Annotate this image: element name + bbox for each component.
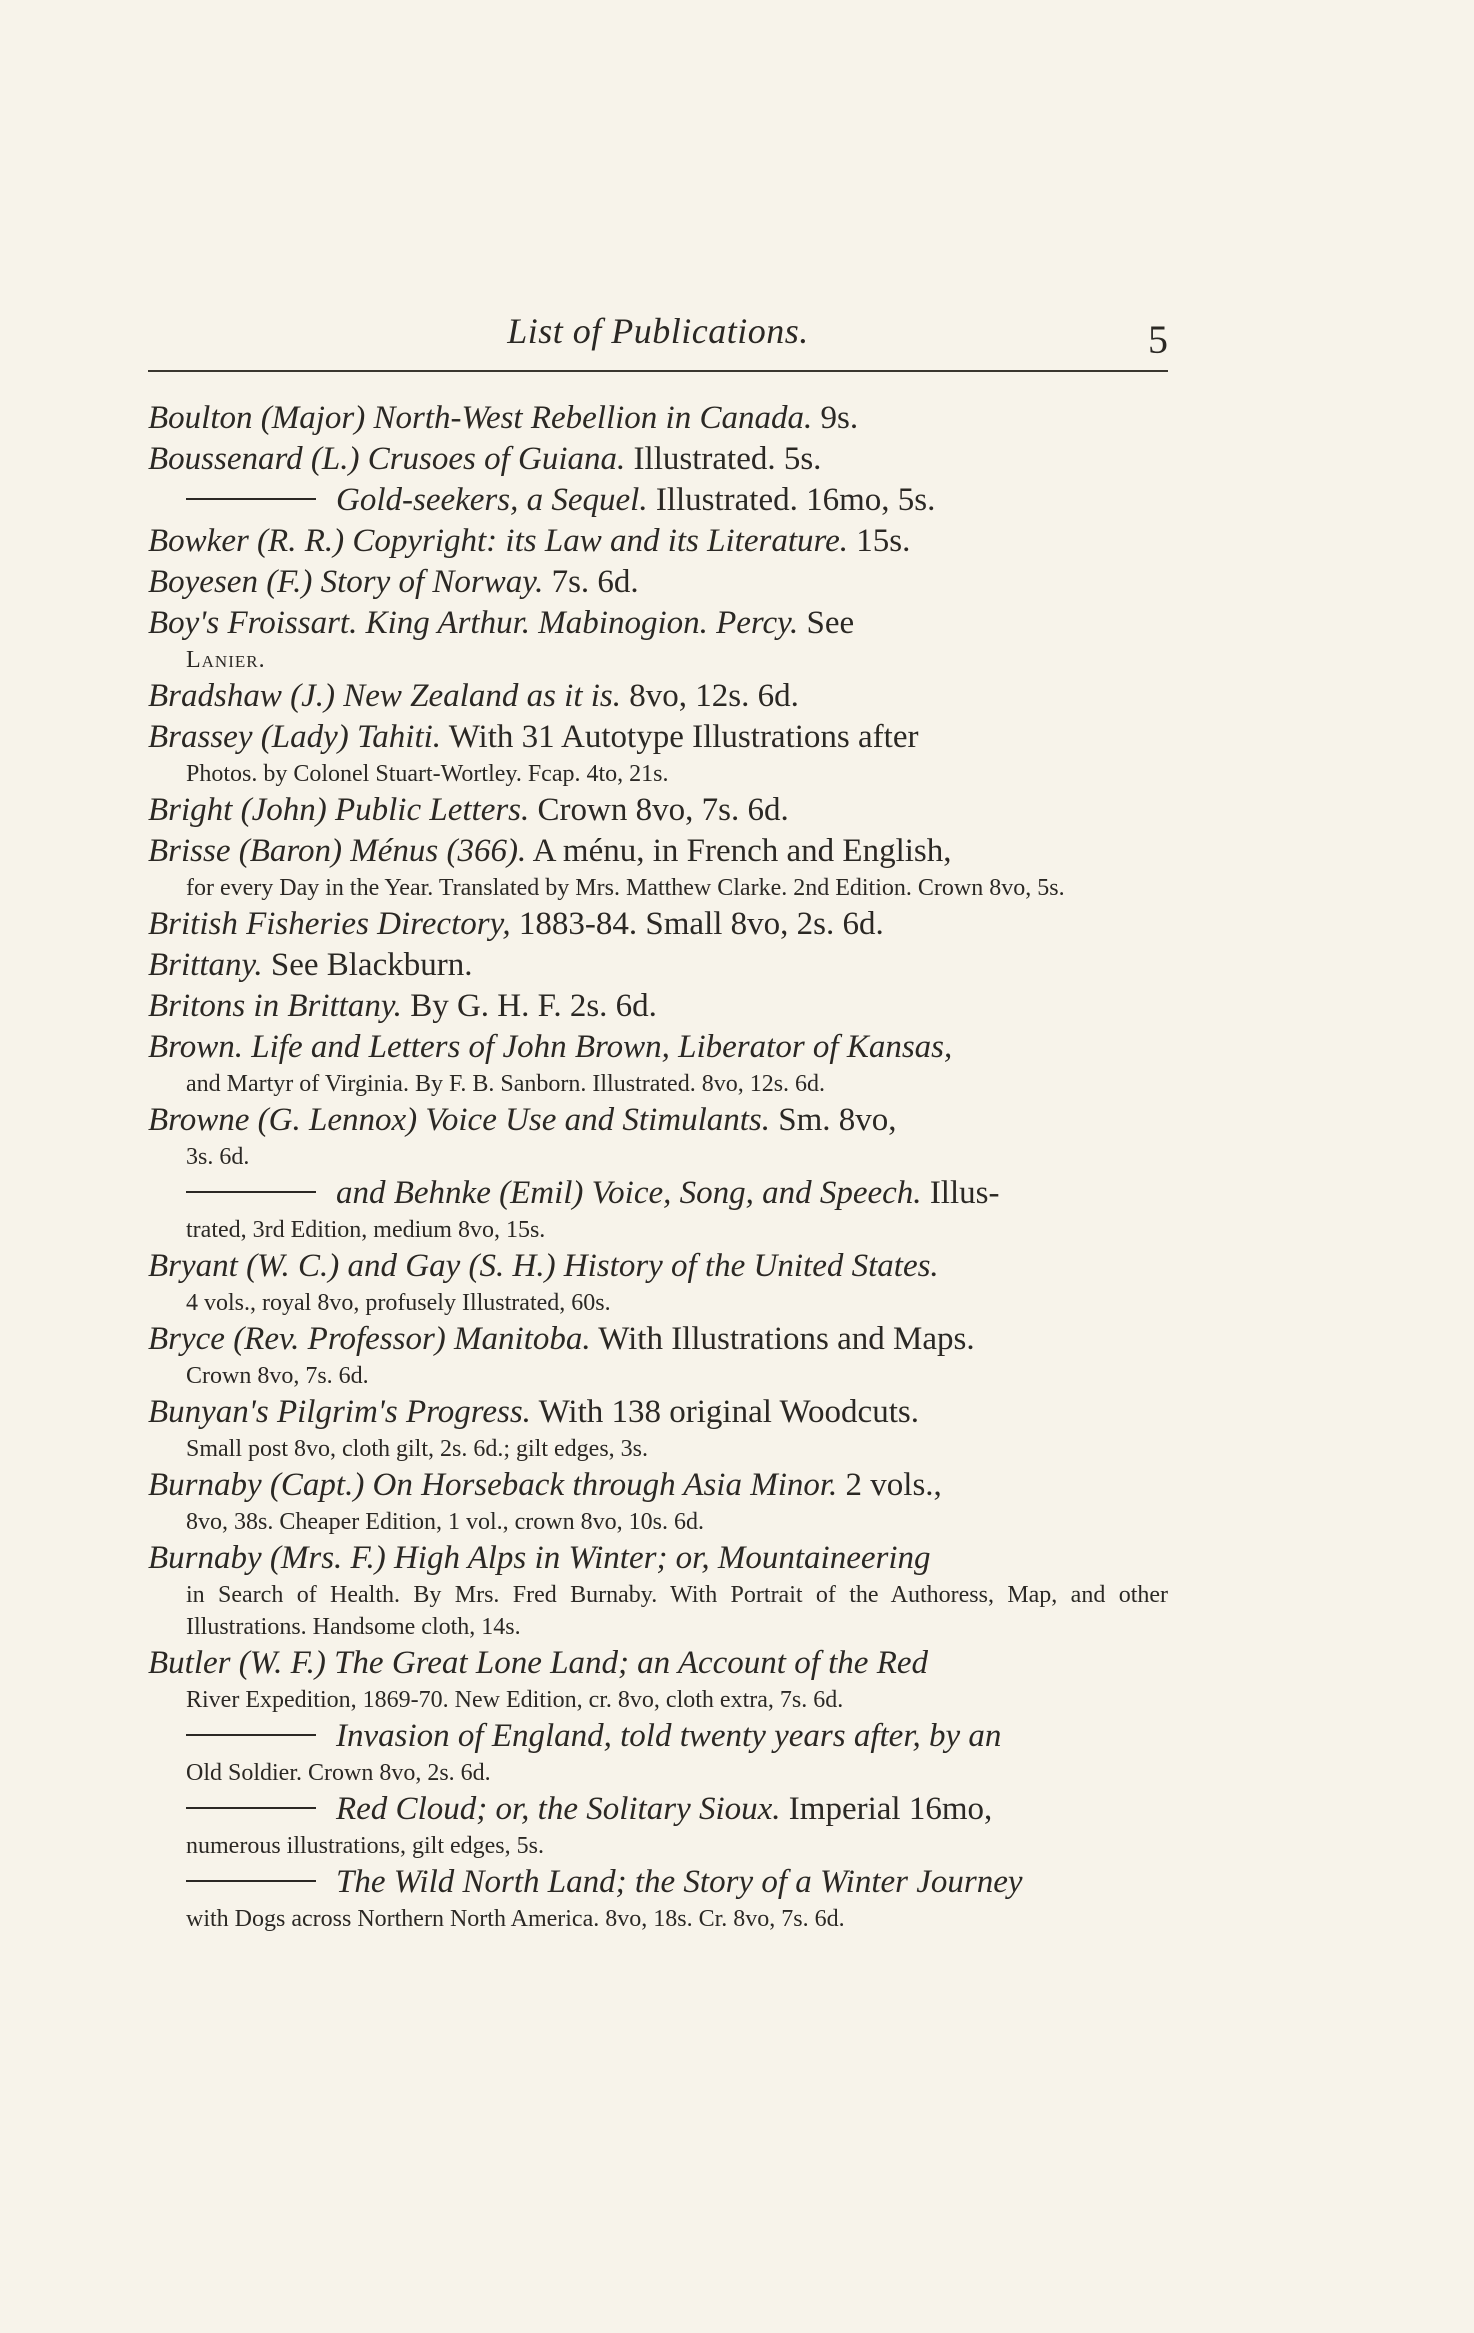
entry-details: A ménu, in French and English,	[532, 833, 952, 869]
entry-title: Brassey (Lady) Tahiti.	[148, 719, 442, 755]
entry-price: 7s. 6d.	[551, 564, 639, 600]
list-item	[148, 1027, 1168, 1100]
list-item	[148, 1716, 1168, 1789]
list-item	[148, 1246, 1168, 1319]
entry-title: Boy's Froissart. King Arthur. Mabinogion. Percy.	[148, 605, 799, 641]
entry-subline: for every Day in the Year. Translated by Mrs. Matthew Clarke. 2nd Edition. Crown 8vo, 5s.	[186, 875, 1065, 901]
entry-title: Brisse (Baron) Ménus (366).	[148, 833, 527, 869]
entry-details: 2 vols.,	[845, 1467, 942, 1503]
entry-title: Bowker (R. R.) Copyright: its Law and its Literature.	[148, 523, 849, 559]
entry-details: 1883-84. Small 8vo, 2s. 6d.	[518, 906, 884, 942]
list-item	[148, 676, 1168, 717]
list-item	[148, 439, 1168, 480]
list-item	[148, 831, 1168, 904]
entry-subline: Small post 8vo, cloth gilt, 2s. 6d.; gilt edges, 3s.	[186, 1436, 648, 1462]
entry-title: Invasion of England, told twenty years after, by an	[336, 1718, 1002, 1754]
entry-title: Burnaby (Mrs. F.) High Alps in Winter; or, Mountaineering	[148, 1540, 931, 1576]
entry-subline: 4 vols., royal 8vo, profusely Illustrated, 60s.	[186, 1290, 611, 1316]
entry-subline: in Search of Health. By Mrs. Fred Burnaby. With Portrait of the Authoress, Map, and other Illustrations. Handsome cloth, 14s.	[186, 1582, 1168, 1640]
page-number: 5	[1148, 317, 1168, 362]
entry-title: Boussenard (L.) Crusoes of Guiana.	[148, 441, 626, 477]
entry-title: British Fisheries Directory,	[148, 906, 511, 942]
entry-title: Red Cloud; or, the Solitary Sioux.	[336, 1791, 781, 1827]
entry-title: Boyesen (F.) Story of Norway.	[148, 564, 544, 600]
list-item	[148, 904, 1168, 945]
entry-title: Brown. Life and Letters of John Brown, Liberator of Kansas,	[148, 1029, 953, 1065]
list-item	[148, 1319, 1168, 1392]
entry-details: Illustrated. 5s.	[633, 441, 822, 477]
publication-list	[148, 398, 1168, 1935]
list-item	[148, 1173, 1168, 1246]
entry-details: By G. H. F. 2s. 6d.	[410, 988, 657, 1024]
list-item	[148, 603, 1168, 676]
list-item	[148, 1465, 1168, 1538]
entry-subline: trated, 3rd Edition, medium 8vo, 15s.	[186, 1217, 546, 1243]
entry-price: 15s.	[856, 523, 911, 559]
list-item	[148, 1100, 1168, 1173]
entry-subline: Lanier.	[186, 647, 266, 673]
entry-details: Illustrated. 16mo, 5s.	[655, 482, 936, 518]
entry-details: See Blackburn.	[270, 947, 473, 983]
entry-details: See	[806, 605, 855, 641]
list-item	[148, 480, 1168, 521]
entry-details: With 31 Autotype Illustrations after	[448, 719, 919, 755]
page-title: List of Publications.	[507, 311, 809, 351]
list-item	[148, 398, 1168, 439]
entry-details: Sm. 8vo,	[778, 1102, 897, 1138]
entry-title: Bunyan's Pilgrim's Progress.	[148, 1394, 531, 1430]
entry-title: Bright (John) Public Letters.	[148, 792, 530, 828]
entry-title: Burnaby (Capt.) On Horseback through Asia Minor.	[148, 1467, 838, 1503]
header-rule	[148, 370, 1168, 372]
list-item	[148, 945, 1168, 986]
entry-title: Bryce (Rev. Professor) Manitoba.	[148, 1321, 591, 1357]
entry-title: Bradshaw (J.) New Zealand as it is.	[148, 678, 622, 714]
list-item	[148, 790, 1168, 831]
entry-subline: Old Soldier. Crown 8vo, 2s. 6d.	[186, 1760, 491, 1786]
entry-title: Brittany.	[148, 947, 263, 983]
entry-price: 9s.	[820, 400, 859, 436]
entry-details: With 138 original Woodcuts.	[538, 1394, 919, 1430]
entry-subline: Photos. by Colonel Stuart-Wortley. Fcap. 4to, 21s.	[186, 761, 669, 787]
list-item	[148, 1392, 1168, 1465]
entry-subline: 8vo, 38s. Cheaper Edition, 1 vol., crown 8vo, 10s. 6d.	[186, 1509, 704, 1535]
list-item	[148, 1862, 1168, 1935]
entry-details: Imperial 16mo,	[788, 1791, 993, 1827]
ditto-dash	[186, 1807, 316, 1809]
entry-title: Butler (W. F.) The Great Lone Land; an Account of the Red	[148, 1645, 928, 1681]
ditto-dash	[186, 1191, 316, 1193]
ditto-dash	[186, 1880, 316, 1882]
entry-title: Browne (G. Lennox) Voice Use and Stimulants.	[148, 1102, 771, 1138]
entry-title: The Wild North Land; the Story of a Winter Journey	[336, 1864, 1023, 1900]
list-item	[148, 562, 1168, 603]
entry-details: 8vo, 12s. 6d.	[629, 678, 799, 714]
entry-subline: River Expedition, 1869-70. New Edition, cr. 8vo, cloth extra, 7s. 6d.	[186, 1687, 844, 1713]
entry-details: Crown 8vo, 7s. 6d.	[537, 792, 789, 828]
list-item	[148, 1789, 1168, 1862]
entry-subline: and Martyr of Virginia. By F. B. Sanborn. Illustrated. 8vo, 12s. 6d.	[186, 1071, 826, 1097]
entry-title: Boulton (Major) North-West Rebellion in Canada.	[148, 400, 813, 436]
list-item	[148, 1538, 1168, 1643]
entry-title: and Behnke (Emil) Voice, Song, and Speech.	[336, 1175, 922, 1211]
entry-subline: numerous illustrations, gilt edges, 5s.	[186, 1833, 544, 1859]
entry-title: Britons in Brittany.	[148, 988, 402, 1024]
entry-subline: with Dogs across Northern North America. 8vo, 18s. Cr. 8vo, 7s. 6d.	[186, 1906, 845, 1932]
ditto-dash	[186, 1734, 316, 1736]
entry-details: With Illustrations and Maps.	[598, 1321, 975, 1357]
list-item	[148, 717, 1168, 790]
entry-title: Gold-seekers, a Sequel.	[336, 482, 648, 518]
list-item	[148, 521, 1168, 562]
running-head	[148, 300, 1168, 372]
entry-title: Bryant (W. C.) and Gay (S. H.) History of the United States.	[148, 1248, 939, 1284]
entry-details: Illus-	[929, 1175, 1000, 1211]
ditto-dash	[186, 498, 316, 500]
list-item	[148, 986, 1168, 1027]
list-item	[148, 1643, 1168, 1716]
entry-subline: Crown 8vo, 7s. 6d.	[186, 1363, 369, 1389]
entry-subline: 3s. 6d.	[186, 1144, 250, 1170]
